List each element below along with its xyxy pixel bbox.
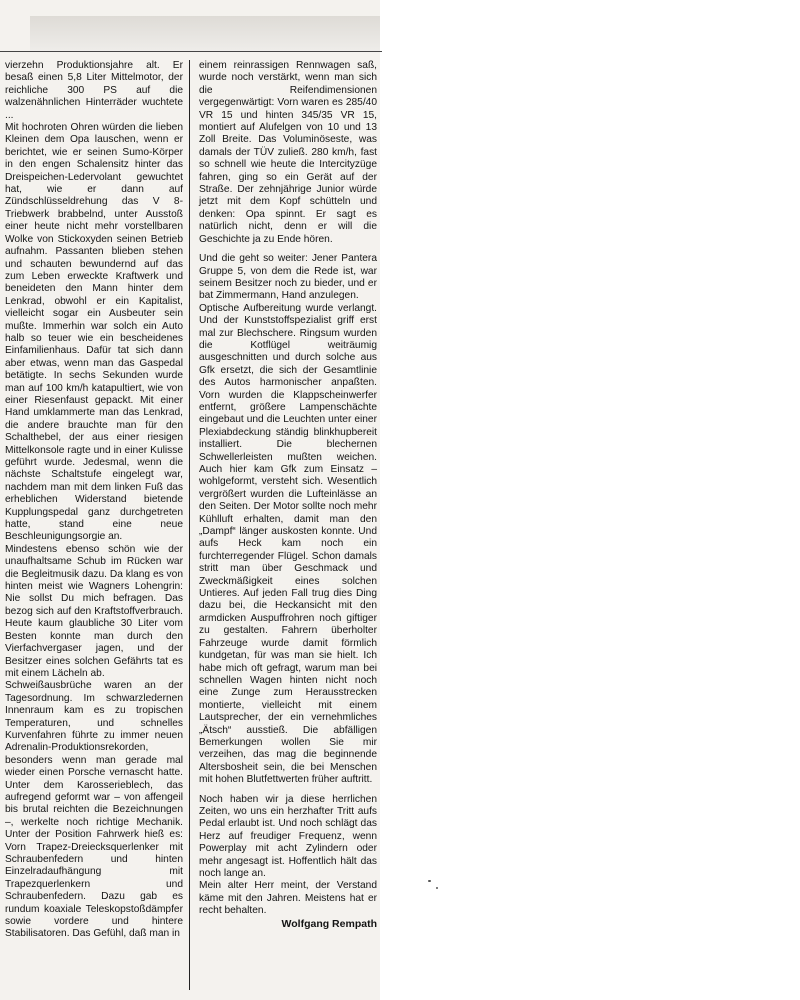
dust-speck bbox=[436, 887, 438, 889]
column-divider bbox=[189, 60, 190, 990]
paragraph: Mein alter Herr meint, der Verstand käme mit den Jahren. Meistens hat er recht behalten. bbox=[199, 880, 377, 917]
paragraph: Und die geht so weiter: Jener Pantera Gruppe 5, von dem die Rede ist, war seinem Besitzer noch zu bieder, und er bat Zimmermann, Hand anzulegen. bbox=[199, 253, 377, 302]
author-byline: Wolfgang Rempath bbox=[281, 917, 377, 930]
paragraph: Optische Aufbereitung wurde verlangt. Und der Kunststoffspezialist griff erst mal zur Blechschere. Ringsum wurden die Kotflügel weiträumig ausgeschnitten und durch solche aus Gfk ersetzt, die sich der Gesamtlinie des Autos harmonischer anpaßten. Vorn wurden die Klappscheinwerfer entfernt, größere Lampenschächte eingebaut und die Leuchten unter einer Plexiabdeckung ständig blinkhupbereit installiert. Die blechernen Schwellerleisten mußten weichen. Auch hier kam Gfk zum Einsatz – wohlgeformt, versteht sich. Wesentlich vergrößert wurden die Lufteinlässe an den Seiten. Der Motor sollte noch mehr Kühlluft erhalten, damit man den „Dampf“ länger auskosten konnte. Und aufs Heck kam noch ein furchterregender Flügel. Schon damals stritt man über Geschmack und Zweckmäßigkeit eines solchen Untieres. Auf jeden Fall trug dies Ding dazu bei, die Heckansicht mit den armdicken Auspuffrohren noch giftiger zu gestalten. Fahrern überholter Fahrzeuge wurde damit förmlich kundgetan, für was man sie hielt. Ich habe mich oft gefragt, warum man bei schnellen Wagen hinten nicht noch eine Zunge zum Herausstrecken montierte, vielleicht mit einem Lautsprecher, der ein vernehmliches „Ätsch“ ausstieß. Die abfälligen Bemerkungen wollen Sie mir verzeihen, das mag die beginnende Altersbosheit sein, die bei Menschen mit hohen Blutfettwerten früher auftritt. bbox=[199, 302, 377, 786]
paragraph: Schweißausbrüche waren an der Tagesordnung. Im schwarzledernen Innenraum kam es zu tropischen Temperaturen, und schnelles Kurvenfahren führte zu immer neuen Adrenalin-Produktionsrekorden, besonders wenn man gerade mal wieder einen Porsche vernascht hatte. Unter dem Karosserieblech, das aufregend geformt war – von affengeil bis brutal reichten die Bezeichnungen –, werkelte noch richtige Mechanik. Unter der Position Fahrwerk hieß es: Vorn Trapez-Dreiecksquerlenker mit Schraubenfedern und hinten Einzelradaufhängung mit Trapezquerlenkern und Schraubenfedern. Dazu gab es rundum koaxiale Teleskopstoßdämpfer sowie vordere und hintere Stabilisatoren. Das Gefühl, daß man in bbox=[5, 680, 183, 940]
paragraph: Mit hochroten Ohren würden die lieben Kleinen dem Opa lauschen, wenn er berichtet, wie er seinen Sumo-Körper in den engen Schalensitz hinter das Dreispeichen-Ledervolant gewuchtet hat, wie er dann auf Zündschlüsseldrehung das V 8-Triebwerk brabbelnd, unter Ausstoß einer heute nicht mehr vorstellbaren Wolke von Stickoxyden seinen Betrieb aufnahm. Passanten blieben stehen und schauten bewundernd auf das zum Leben erweckte Kraftwerk und beneideten den Mann hinter dem Lenkrad, obwohl er ein Kapitalist, vielleicht sogar ein Ausbeuter sein mußte. Immerhin war solch ein Auto halb so teuer wie ein bescheidenes Einfamilienhaus. Dafür tat sich dann aber etwas, wenn man das Gaspedal betätigte. In sechs Sekunden wurde man auf 100 km/h katapultiert, wie von einer Riesenfaust gepackt. Mit einer Hand umklammerte man das Lenkrad, die andere brauchte man für den Schalthebel, der aus einer riesigen Mittelkonsole ragte und in einer Kulisse geführt wurde. Jedesmal, wenn die nächste Schaltstufe eingelegt war, nachdem man mit dem linken Fuß das erheblichen Widerstand bietende Kupplungspedal ganz durchgetreten hatte, stand eine neue Beschleunigungsorgie an. bbox=[5, 122, 183, 543]
paragraph: einem reinrassigen Rennwagen saß, wurde noch verstärkt, wenn man sich die Reifendimensionen vergegenwärtigt: Vorn waren es 285/40 VR 15 und hinten 345/35 VR 15, montiert auf Alufelgen von 10 und 13 Zoll Breite. Das Voluminöseste, was damals der TÜV zuließ. 280 km/h, fast so schnell wie heute die Intercityzüge fahren, ging so ein Gerät auf der Straße. Der zehnjährige Junior würde jetzt mit dem Kopf schütteln und denken: Opa spinnt. Er sagt es natürlich nicht, denn er will die Geschichte ja zu Ende hören. bbox=[199, 60, 377, 245]
paragraph: Noch haben wir ja diese herrlichen Zeiten, wo uns ein herzhafter Tritt aufs Pedal erlaubt ist. Und noch schlägt das Herz auf freudiger Frequenz, wenn Powerplay mit acht Zylindern oder mehr angesagt ist. Hoffentlich hält das noch lange an. bbox=[199, 793, 377, 879]
paragraph: Mindestens ebenso schön wie der unaufhaltsame Schub im Rücken war die Begleitmusik dazu. Da klang es von hinten meist wie Wagners Lohengrin: Nie sollst Du mich befragen. Das bezog sich auf den Kraftstoffverbrauch. Heute kaum glaubliche 30 Liter vom Besten konnte man durch den Vierfachvergaser jagen, und der Besitzer eines solchen Gefährts tat es mit einem Lächeln ab. bbox=[5, 543, 183, 679]
left-column bbox=[5, 60, 183, 941]
dust-speck bbox=[428, 880, 431, 882]
paragraph: vierzehn Produktionsjahre alt. Er besaß einen 5,8 Liter Mittelmotor, der reichliche 300 PS auf die walzenähnlichen Hinterräder wuchtete ... bbox=[5, 60, 183, 121]
scanned-page bbox=[0, 0, 380, 1000]
top-rule bbox=[0, 51, 382, 52]
right-column bbox=[199, 60, 377, 930]
header-shadow bbox=[30, 16, 380, 52]
